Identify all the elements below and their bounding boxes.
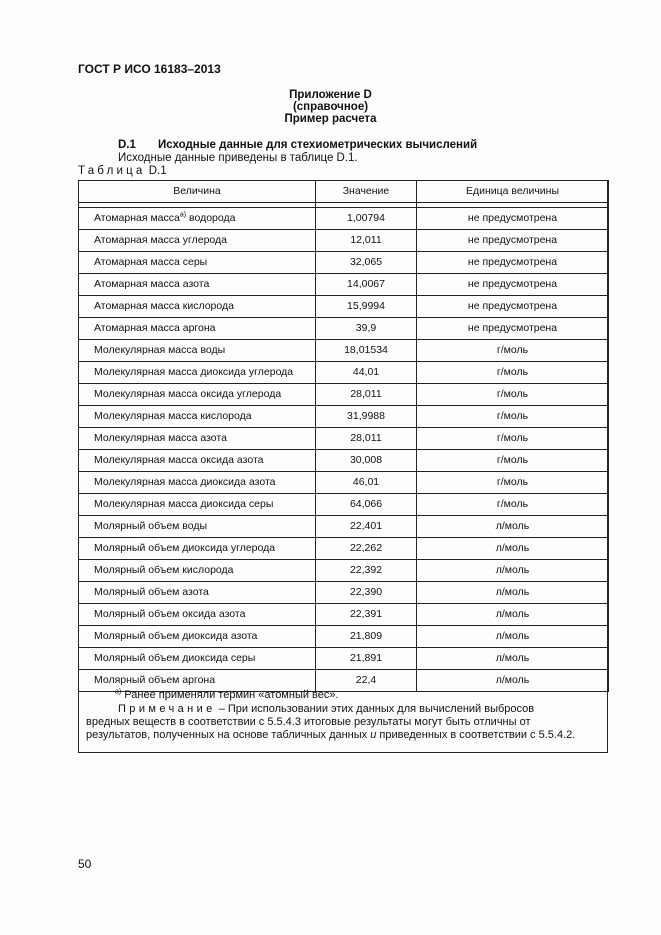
cell-quantity: Атомарная масса азота <box>79 274 316 296</box>
cell-quantity: Молекулярная масса оксида азота <box>79 450 316 472</box>
cell-quantity: Молекулярная масса диоксида углерода <box>79 362 316 384</box>
cell-unit: не предусмотрена <box>417 208 609 230</box>
table-row <box>79 604 609 626</box>
section-title: Исходные данные для стехиометрических вычислений <box>158 139 478 151</box>
cell-value: 14,0067 <box>316 274 417 296</box>
cell-value: 31,9988 <box>316 406 417 428</box>
footnote-ref: а) <box>179 211 187 219</box>
table-label-word: Таблица <box>78 165 146 177</box>
note-line-3b: и <box>370 729 377 741</box>
cell-value: 22,4 <box>316 670 417 692</box>
note-line-3 <box>86 729 575 741</box>
cell-unit: л/моль <box>417 516 609 538</box>
cell-value: 22,262 <box>316 538 417 560</box>
cell-quantity-text: Атомарная масса <box>94 212 180 224</box>
cell-unit: г/моль <box>417 406 609 428</box>
cell-value: 18,01534 <box>316 340 417 362</box>
cell-unit: не предусмотрена <box>417 296 609 318</box>
table-row <box>79 362 609 384</box>
cell-quantity: Молярный объем диоксида серы <box>79 648 316 670</box>
page-number: 50 <box>78 857 92 871</box>
note-line-2: вредных веществ в соответствии с 5.5.4.3 итоговые результаты могут быть отличны от <box>86 716 531 728</box>
table-row <box>79 450 609 472</box>
cell-unit: г/моль <box>417 340 609 362</box>
cell-value: 44,01 <box>316 362 417 384</box>
cell-quantity: Молярный объем диоксида углерода <box>79 538 316 560</box>
note-line-1 <box>118 703 534 715</box>
cell-value: 28,011 <box>316 384 417 406</box>
cell-unit: г/моль <box>417 450 609 472</box>
section-intro: Исходные данные приведены в таблице D.1. <box>118 152 358 164</box>
note-word: Примечание <box>118 703 216 715</box>
cell-quantity: Молярный объем воды <box>79 516 316 538</box>
cell-value: 30,008 <box>316 450 417 472</box>
cell-unit: не предусмотрена <box>417 318 609 340</box>
cell-value: 39,9 <box>316 318 417 340</box>
note-line-3c: приведенных в соответствии с 5.5.4.2. <box>379 729 576 741</box>
header-quantity: Величина <box>79 181 316 203</box>
footnote-mark: а) <box>115 688 122 696</box>
footnote-text: Ранее применяли термин «атомный вес». <box>121 689 339 701</box>
cell-quantity-rest: водорода <box>186 212 236 224</box>
table-row <box>79 230 609 252</box>
table-row <box>79 208 609 230</box>
cell-value: 28,011 <box>316 428 417 450</box>
cell-unit: л/моль <box>417 582 609 604</box>
cell-value: 1,00794 <box>316 208 417 230</box>
cell-unit: г/моль <box>417 494 609 516</box>
table-footnote <box>115 689 339 701</box>
cell-unit: л/моль <box>417 604 609 626</box>
cell-value: 22,391 <box>316 604 417 626</box>
table-row <box>79 318 609 340</box>
table-row <box>79 428 609 450</box>
cell-unit: не предусмотрена <box>417 252 609 274</box>
cell-quantity: Молекулярная масса диоксида серы <box>79 494 316 516</box>
table-row <box>79 274 609 296</box>
cell-unit: л/моль <box>417 670 609 692</box>
cell-value: 64,066 <box>316 494 417 516</box>
cell-unit: не предусмотрена <box>417 274 609 296</box>
note-line-1-text: – При использовании этих данных для вычислений выбросов <box>215 703 535 715</box>
table-row <box>79 560 609 582</box>
cell-value: 12,011 <box>316 230 417 252</box>
table-row <box>79 516 609 538</box>
section-number: D.1 <box>118 139 136 151</box>
table-row <box>79 406 609 428</box>
cell-quantity: Молярный объем диоксида азота <box>79 626 316 648</box>
cell-quantity: Молекулярная масса кислорода <box>79 406 316 428</box>
cell-unit: не предусмотрена <box>417 230 609 252</box>
table-row <box>79 538 609 560</box>
appendix-title: Приложение D <box>289 89 372 101</box>
cell-value: 22,390 <box>316 582 417 604</box>
table-label <box>78 165 167 177</box>
table-row <box>79 582 609 604</box>
cell-quantity: Молекулярная масса азота <box>79 428 316 450</box>
table-row <box>79 252 609 274</box>
cell-quantity: Атомарная масса серы <box>79 252 316 274</box>
table-label-number: D.1 <box>148 165 167 177</box>
cell-quantity <box>79 208 316 230</box>
note-line-3a: результатов, полученных на основе табличных данных <box>86 729 368 741</box>
cell-quantity: Молярный объем аргона <box>79 670 316 692</box>
cell-quantity: Молекулярная масса воды <box>79 340 316 362</box>
cell-quantity: Молярный объем азота <box>79 582 316 604</box>
cell-value: 32,065 <box>316 252 417 274</box>
cell-quantity: Молярный объем оксида азота <box>79 604 316 626</box>
header-value: Значение <box>316 181 417 203</box>
cell-unit: г/моль <box>417 362 609 384</box>
header-unit: Единица величины <box>417 181 609 203</box>
cell-unit: г/моль <box>417 384 609 406</box>
table-row <box>79 384 609 406</box>
cell-unit: г/моль <box>417 472 609 494</box>
cell-value: 22,392 <box>316 560 417 582</box>
cell-value: 21,809 <box>316 626 417 648</box>
cell-quantity: Атомарная масса кислорода <box>79 296 316 318</box>
document-code: ГОСТ Р ИСО 16183–2013 <box>78 62 221 76</box>
cell-value: 15,9994 <box>316 296 417 318</box>
cell-quantity: Атомарная масса углерода <box>79 230 316 252</box>
table-header-row <box>79 181 609 203</box>
cell-unit: г/моль <box>417 428 609 450</box>
table-row <box>79 296 609 318</box>
table-row <box>79 340 609 362</box>
cell-quantity: Молярный объем кислорода <box>79 560 316 582</box>
cell-value: 46,01 <box>316 472 417 494</box>
cell-value: 21,891 <box>316 648 417 670</box>
cell-unit: л/моль <box>417 648 609 670</box>
table-row <box>79 648 609 670</box>
appendix-subtitle: (справочное) <box>292 101 369 113</box>
cell-quantity: Атомарная масса аргона <box>79 318 316 340</box>
cell-unit: л/моль <box>417 538 609 560</box>
table-row <box>79 472 609 494</box>
cell-quantity: Молекулярная масса диоксида азота <box>79 472 316 494</box>
cell-value: 22,401 <box>316 516 417 538</box>
data-table <box>78 180 609 692</box>
cell-quantity: Молекулярная масса оксида углерода <box>79 384 316 406</box>
cell-unit: л/моль <box>417 626 609 648</box>
table-row <box>79 626 609 648</box>
cell-unit: л/моль <box>417 560 609 582</box>
appendix-name: Пример расчета <box>284 113 377 125</box>
table-row <box>79 494 609 516</box>
